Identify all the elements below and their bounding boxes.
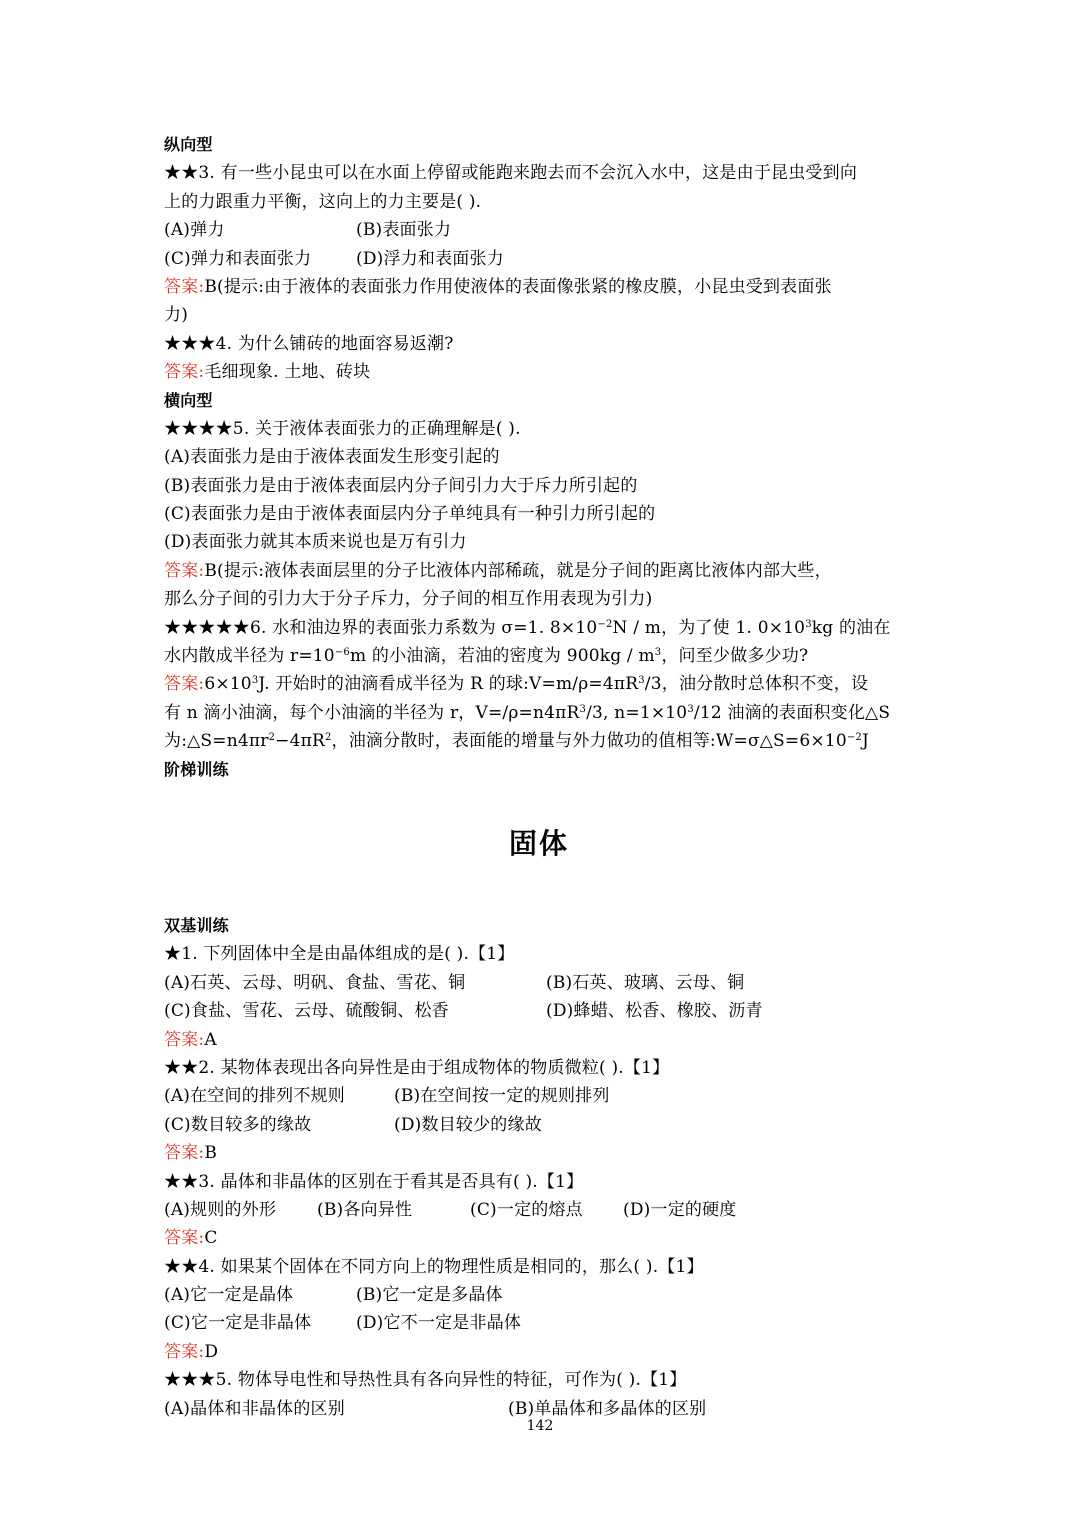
- chapter-title: 固体: [508, 826, 569, 860]
- option-c: (C)食盐、雪花、云母、硫酸铜、松香: [164, 1001, 449, 1022]
- option-a: (A)它一定是晶体: [164, 1285, 294, 1306]
- section-heading-horizontal: 横向型: [164, 390, 213, 410]
- option-b: (B)在空间按一定的规则排列: [394, 1086, 610, 1107]
- solid-question-1-line-1: ★1. 下列固体中全是由晶体组成的是( ).【1】: [164, 944, 515, 965]
- option-d: (D)一定的硬度: [623, 1199, 737, 1220]
- question-5-option-b: (B)表面张力是由于液体表面层内分子间引力大于斥力所引起的: [164, 475, 638, 496]
- answer-5-line-1: 答案:B(提示:液体表面层里的分子比液体内部稀疏，就是分子间的距离比液体内部大些，: [164, 560, 832, 581]
- option-c: (C)数目较多的缘故: [164, 1114, 312, 1135]
- option-b: (B)各向异性: [317, 1199, 413, 1220]
- chapter-title-block: [164, 784, 924, 912]
- section-heading-basic: 双基训练: [164, 915, 229, 935]
- page-number: 142: [526, 1418, 554, 1434]
- question-4-line-1: ★★★4. 为什么铺砖的地面容易返潮?: [164, 333, 454, 354]
- solid-question-4-line-1: ★★4. 如果某个固体在不同方向上的物理性质是相同的，那么( ).【1】: [164, 1256, 704, 1277]
- option-c: (C)弹力和表面张力: [164, 248, 312, 269]
- answer-label: 答案:: [164, 1228, 205, 1249]
- solid-question-3-options: [164, 1196, 924, 1224]
- option-d: (D)它不一定是非晶体: [356, 1313, 522, 1334]
- solid-question-1-options-cd: [164, 997, 924, 1025]
- page-content: [164, 131, 924, 1423]
- answer-label: 答案:: [164, 276, 205, 297]
- question-5-option-a: (A)表面张力是由于液体表面发生形变引起的: [164, 447, 500, 468]
- question-6-line-2: 水内散成半径为 $r=10^{-6}m$ 的小油滴，若油的密度为 $900kg / m^3$，问至少做多少功?: [164, 646, 809, 667]
- answer-3-line-1: 答案:B(提示:由于液体的表面张力作用使液体的表面像张紧的橡皮膜，小昆虫受到表面张: [164, 276, 832, 297]
- answer-label: 答案:: [164, 674, 205, 695]
- question-3-options-cd: [164, 245, 924, 273]
- answer-label: 答案:: [164, 1029, 205, 1050]
- question-5-line-1: ★★★★5. 关于液体表面张力的正确理解是( ).: [164, 418, 521, 439]
- question-5-option-c: (C)表面张力是由于液体表面层内分子单纯具有一种引力所引起的: [164, 504, 656, 525]
- solid-answer-3: 答案:C: [164, 1228, 218, 1249]
- option-a: (A)石英、云母、明矾、食盐、雪花、铜: [164, 972, 466, 993]
- solid-question-1-options-ab: [164, 969, 924, 997]
- section-heading-vertical: 纵向型: [164, 135, 213, 154]
- answer-3-line-2: 力): [164, 305, 189, 326]
- solid-question-5-line-1: ★★★5. 物体导电性和导热性具有各向异性的特征，可作为( ).【1】: [164, 1370, 687, 1391]
- option-b: (B)它一定是多晶体: [356, 1285, 503, 1306]
- solid-question-4-options-ab: [164, 1281, 924, 1309]
- option-b: (B)表面张力: [356, 220, 452, 241]
- question-3-line-2: 上的力跟重力平衡，这向上的力主要是( ).: [164, 191, 482, 212]
- answer-6-line-1: 答案$:6\times 10^3J$. 开始时的油滴看成半径为 R 的球$:V=m/\rho=4\pi R^3/3$，油分散时总体积不变，设: [164, 674, 869, 695]
- solid-answer-4: 答案:D: [164, 1341, 219, 1362]
- question-6-line-1: ★★★★★6. 水和油边界的表面张力系数为 σ=1. $8\times 10^{-2}N / m$，为了使 1. $0\times 10^3kg$ 的油在: [164, 617, 891, 638]
- option-b: (B)单晶体和多晶体的区别: [508, 1398, 707, 1419]
- option-c: (C)它一定是非晶体: [164, 1313, 312, 1334]
- answer-label: 答案:: [164, 1341, 205, 1362]
- solid-question-2-line-1: ★★2. 某物体表现出各向异性是由于组成物体的物质微粒( ).【1】: [164, 1057, 670, 1078]
- section-heading-ladder: 阶梯训练: [164, 759, 229, 779]
- option-d: (D)蜂蜡、松香、橡胶、沥青: [546, 1001, 763, 1022]
- option-c: (C)一定的熔点: [470, 1199, 583, 1220]
- answer-6-line-3: 为$:\triangle S=n4\pi r^2-4\pi R^2$，油滴分散时，表面能的增量与外力做功的值相等$:W=\sigma\triangle S=6\times 10^{-2}J$: [164, 731, 870, 752]
- answer-label: 答案:: [164, 1143, 205, 1164]
- question-5-option-d: (D)表面张力就其本质来说也是万有引力: [164, 532, 467, 553]
- question-3-options-ab: [164, 216, 924, 244]
- solid-question-2-options-ab: [164, 1082, 924, 1110]
- option-d: (D)数目较少的缘故: [394, 1114, 542, 1135]
- question-3-line-1: ★★3. 有一些小昆虫可以在水面上停留或能跑来跑去而不会沉入水中，这是由于昆虫受到向: [164, 163, 858, 184]
- solid-question-3-line-1: ★★3. 晶体和非晶体的区别在于看其是否具有( ).【1】: [164, 1171, 584, 1192]
- answer-label: 答案:: [164, 560, 205, 581]
- answer-5-line-2: 那么分子间的引力大于分子斥力，分子间的相互作用表现为引力): [164, 589, 653, 610]
- answer-label: 答案:: [164, 362, 205, 383]
- solid-question-4-options-cd: [164, 1309, 924, 1337]
- answer-6-line-2: 有 n 滴小油滴，每个小油滴的半径为 r，$V=/\rho=n4\pi R^3/3$, $n=1\times 10^3/12$ 油滴的表面积变化△S: [164, 702, 891, 723]
- option-a: (A)晶体和非晶体的区别: [164, 1398, 345, 1419]
- solid-answer-1: 答案:A: [164, 1029, 217, 1050]
- option-a: (A)规则的外形: [164, 1199, 277, 1220]
- solid-question-2-options-cd: [164, 1111, 924, 1139]
- option-b: (B)石英、玻璃、云母、铜: [546, 972, 745, 993]
- option-d: (D)浮力和表面张力: [356, 248, 504, 269]
- solid-answer-2: 答案:B: [164, 1143, 218, 1164]
- option-a: (A)在空间的排列不规则: [164, 1086, 345, 1107]
- option-a: (A)弹力: [164, 220, 225, 241]
- answer-4: 答案:毛细现象. 土地、砖块: [164, 362, 371, 383]
